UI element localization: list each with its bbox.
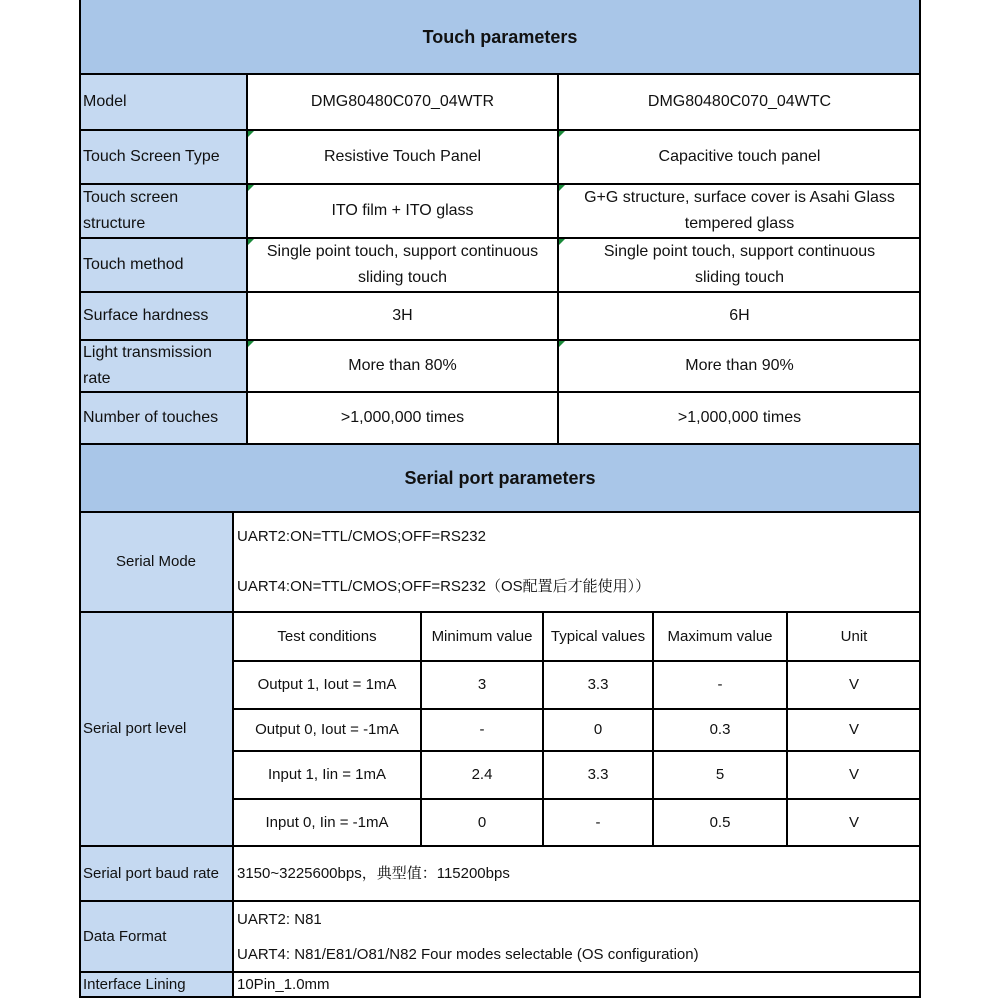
method-wtr: Single point touch, support continuous sliding touch: [247, 238, 558, 292]
baud-label: Serial port baud rate: [79, 846, 233, 901]
grid-line: [79, 971, 921, 973]
cell-marker: [559, 341, 565, 347]
grid-line: [79, 237, 921, 239]
touch-type-wtc: Capacitive touch panel: [558, 130, 921, 184]
grid-line: [786, 612, 788, 846]
grid-line: [79, 339, 921, 341]
level-row-2-unit: V: [787, 709, 921, 751]
grid-line: [919, 0, 921, 998]
level-row-4-condition: Input 0, Iin = -1mA: [233, 799, 421, 846]
method-wtc: Single point touch, support continuous sliding touch: [558, 238, 921, 292]
level-row-3-min: 2.4: [421, 751, 543, 799]
level-row-2-typ: 0: [543, 709, 653, 751]
grid-line: [557, 74, 559, 444]
cell-marker: [248, 131, 254, 137]
cell-marker: [248, 239, 254, 245]
grid-line: [79, 291, 921, 293]
grid-line: [420, 612, 422, 846]
touches-label: Number of touches: [79, 392, 247, 444]
grid-line: [79, 391, 921, 393]
grid-line: [652, 612, 654, 846]
grid-line: [542, 612, 544, 846]
level-row-1-typ: 3.3: [543, 661, 653, 709]
cell-marker: [559, 239, 565, 245]
level-header-max: Maximum value: [653, 612, 787, 661]
level-row-3-unit: V: [787, 751, 921, 799]
model-wtr: DMG80480C070_04WTR: [247, 74, 558, 130]
grid-line: [233, 798, 921, 800]
serial-mode-line2: UART4:ON=TTL/CMOS;OFF=RS232（OS配置后才能使用））: [237, 578, 651, 595]
data-format-line1: UART2: N81: [237, 911, 322, 928]
structure-label: Touch screen structure: [79, 184, 247, 238]
grid-line: [246, 74, 248, 444]
grid-line: [79, 996, 921, 998]
level-row-3-typ: 3.3: [543, 751, 653, 799]
level-row-3-max: 5: [653, 751, 787, 799]
transmission-wtc: More than 90%: [558, 340, 921, 392]
hardness-wtr: 3H: [247, 292, 558, 340]
touches-wtc: >1,000,000 times: [558, 392, 921, 444]
interface-label: Interface Lining: [79, 972, 233, 998]
cell-marker: [559, 131, 565, 137]
data-format-label: Data Format: [79, 901, 233, 972]
grid-line: [79, 900, 921, 902]
level-row-3-condition: Input 1, Iin = 1mA: [233, 751, 421, 799]
cell-marker: [248, 341, 254, 347]
touch-type-wtr: Resistive Touch Panel: [247, 130, 558, 184]
transmission-wtr: More than 80%: [247, 340, 558, 392]
level-header-unit: Unit: [787, 612, 921, 661]
level-row-4-typ: -: [543, 799, 653, 846]
level-row-1-max: -: [653, 661, 787, 709]
data-format-line2: UART4: N81/E81/O81/N82 Four modes selectable (OS configuration): [237, 946, 699, 963]
level-row-4-max: 0.5: [653, 799, 787, 846]
transmission-label: Light transmission rate: [79, 340, 247, 392]
grid-line: [232, 512, 234, 998]
level-row-4-unit: V: [787, 799, 921, 846]
level-row-2-min: -: [421, 709, 543, 751]
hardness-label: Surface hardness: [79, 292, 247, 340]
level-row-1-min: 3: [421, 661, 543, 709]
grid-line: [233, 708, 921, 710]
serial-mode-value: [233, 512, 921, 612]
data-format-value: [233, 901, 921, 972]
level-row-2-max: 0.3: [653, 709, 787, 751]
model-wtc: DMG80480C070_04WTC: [558, 74, 921, 130]
structure-wtc: G+G structure, surface cover is Asahi Glass tempered glass: [558, 184, 921, 238]
grid-line: [79, 129, 921, 131]
grid-line: [79, 611, 921, 613]
baud-value: 3150~3225600bps，典型值：115200bps: [233, 846, 921, 901]
grid-line: [79, 0, 81, 998]
serial-mode-line1: UART2:ON=TTL/CMOS;OFF=RS232: [237, 528, 486, 545]
level-row-1-unit: V: [787, 661, 921, 709]
level-header-conditions: Test conditions: [233, 612, 421, 661]
method-label: Touch method: [79, 238, 247, 292]
structure-wtr: ITO film + ITO glass: [247, 184, 558, 238]
grid-line: [233, 750, 921, 752]
serial-mode-label: Serial Mode: [79, 512, 233, 612]
level-header-min: Minimum value: [421, 612, 543, 661]
level-header-typ: Typical values: [543, 612, 653, 661]
grid-line: [79, 183, 921, 185]
grid-line: [79, 443, 921, 445]
grid-line: [233, 660, 921, 662]
model-label: Model: [79, 74, 247, 130]
cell-marker: [248, 185, 254, 191]
serial-parameters-title: Serial port parameters: [79, 444, 921, 512]
grid-line: [79, 511, 921, 513]
hardness-wtc: 6H: [558, 292, 921, 340]
grid-line: [79, 845, 921, 847]
level-row-1-condition: Output 1, Iout = 1mA: [233, 661, 421, 709]
touch-parameters-title: Touch parameters: [79, 0, 921, 74]
level-row-4-min: 0: [421, 799, 543, 846]
touches-wtr: >1,000,000 times: [247, 392, 558, 444]
serial-level-label: Serial port level: [79, 612, 233, 846]
grid-line: [79, 73, 921, 75]
interface-value: 10Pin_1.0mm: [233, 972, 921, 998]
touch-type-label: Touch Screen Type: [79, 130, 247, 184]
cell-marker: [559, 185, 565, 191]
level-row-2-condition: Output 0, Iout = -1mA: [233, 709, 421, 751]
parameter-sheet: [79, 0, 921, 998]
